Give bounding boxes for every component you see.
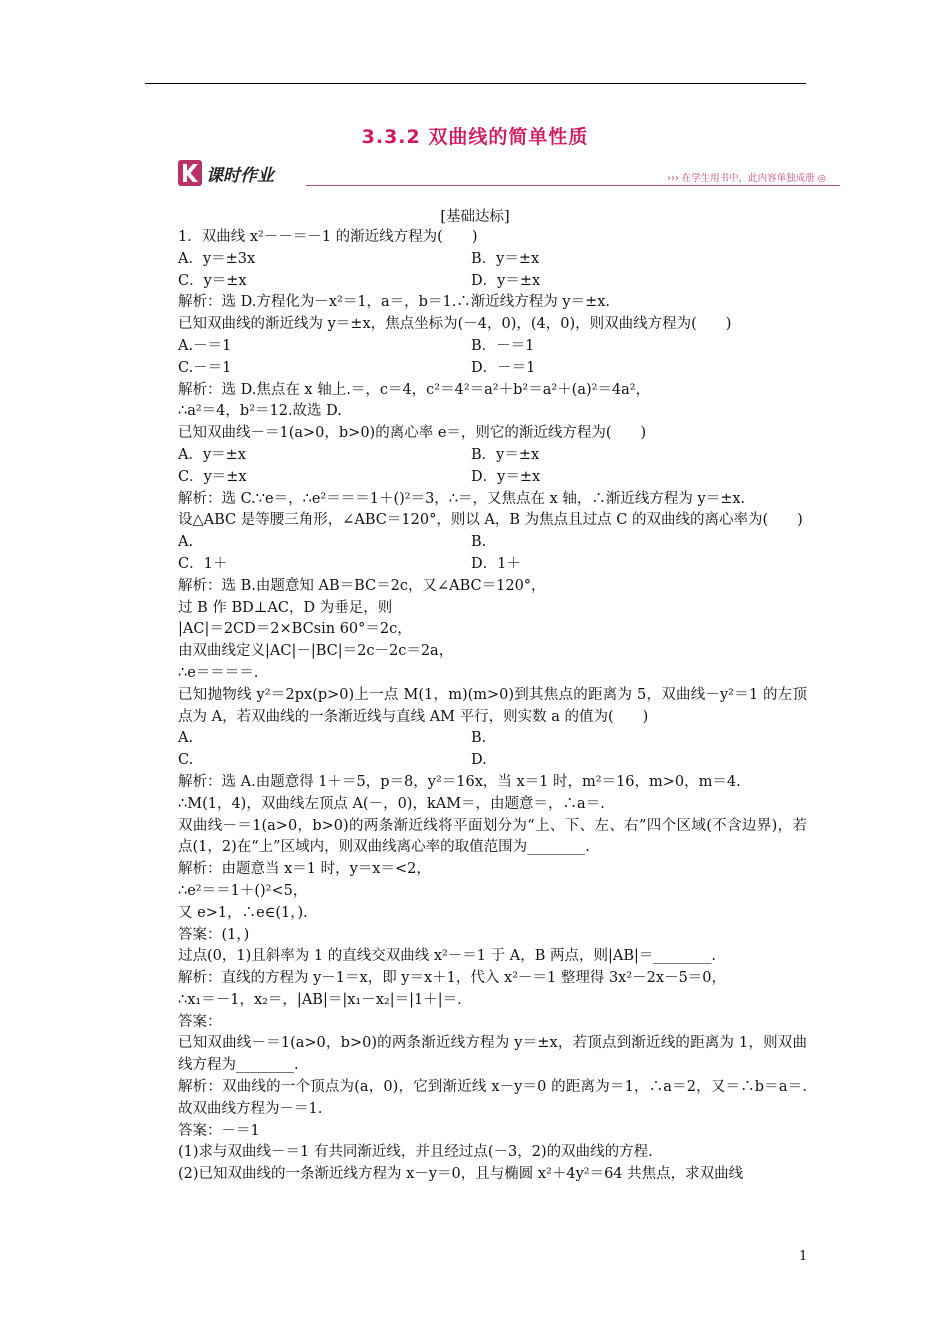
text-line: 解析：选 B.由题意知 AB＝BC＝2c，又∠ABC＝120°，: [178, 577, 546, 594]
text-line: ∴e＝＝＝＝.: [178, 664, 259, 681]
option-text: B．y＝±x: [471, 250, 540, 267]
text-line: 已知抛物线 y²＝2px(p>0)上一点 M(1，m)(m>0)到其焦点的距离为 5，双曲线－y²＝1 的左顶点为 A，若双曲线的一条渐近线与直线 AM 平行，则实数 a 的值为( ): [178, 686, 807, 725]
text-line: 已知双曲线－＝1(a>0，b>0)的两条渐近线方程为 y＝±x，若顶点到渐近线的距离为 1，则双曲线方程为________.: [178, 1035, 807, 1074]
text-line: 答案：: [178, 1013, 222, 1030]
exercise-content: [145, 227, 807, 1186]
option-text: B．y＝±x: [471, 446, 540, 463]
option-text: A．y＝±x: [178, 446, 246, 463]
text-line: 解析：直线的方程为 y－1＝x，即 y＝x＋1，代入 x²－＝1 整理得 3x²－2x－5＝0，: [178, 970, 727, 987]
text-line: 过点(0，1)且斜率为 1 的直线交双曲线 x²－＝1 于 A，B 两点，则|AB|＝________.: [178, 948, 716, 965]
option-text: C.: [178, 752, 194, 769]
text-line: ∴e²＝＝1＋()²<5，: [178, 882, 308, 899]
text-line: (1)求与双曲线－＝1 有共同渐近线，并且经过点(－3，2)的双曲线的方程.: [178, 1144, 653, 1161]
text-line: ∴x₁＝－1，x₂＝，|AB|＝|x₁－x₂|＝|1＋|＝.: [178, 991, 462, 1008]
banner-label: 课时作业: [206, 166, 274, 186]
option-text: D．1＋: [471, 555, 521, 572]
banner-underline: [306, 185, 840, 186]
page-number: 1: [799, 1249, 808, 1264]
text-line: |AC|＝2CD＝2×BCsin 60°＝2c，: [178, 621, 412, 638]
k-logo-icon: [178, 160, 202, 186]
option-text: D.: [471, 752, 487, 769]
option-row: [145, 249, 807, 271]
text-line: 由双曲线定义|AC|－|BC|＝2c－2c＝2a，: [178, 643, 454, 660]
header-rule: [145, 83, 806, 84]
option-row: [145, 467, 807, 489]
option-text: A.: [178, 730, 194, 747]
option-text: C．y＝±x: [178, 272, 247, 289]
option-row: [145, 728, 807, 750]
option-text: B.: [471, 730, 487, 747]
text-line: 过 B 作 BD⊥AC，D 为垂足，则: [178, 599, 393, 616]
banner-note: ››› 在学生用书中，此内容单独成册 ◎: [667, 173, 826, 184]
text-line: 解析：双曲线的一个顶点为(a，0)，它到渐近线 x－y＝0 的距离为＝1，∴a＝2，又＝∴b＝a＝.故双曲线方程为－＝1.: [178, 1079, 807, 1117]
text-line: 解析：选 A.由题意得 1＋＝5，p＝8，y²＝16x，当 x＝1 时，m²＝16，m>0，m＝4.: [178, 773, 741, 790]
option-row: [145, 554, 807, 576]
text-line: 解析：选 D.方程化为－x²＝1，a＝，b＝1.∴渐近线方程为 y＝±x.: [178, 294, 611, 311]
option-row: [145, 532, 807, 554]
text-line: (2)已知双曲线的一条渐近线方程为 x－y＝0，且与椭圆 x²＋4y²＝64 共焦点，求双曲线: [178, 1166, 744, 1183]
option-row: [145, 358, 807, 380]
option-text: A.: [178, 534, 194, 551]
text-line: 又 e>1，∴e∈(1，).: [178, 904, 308, 921]
text-line: 已知双曲线的渐近线为 y＝±x，焦点坐标为(－4，0)，(4，0)，则双曲线方程为( ): [178, 316, 732, 333]
option-row: [145, 445, 807, 467]
text-line: 答案：－＝1: [178, 1122, 260, 1139]
text-line: 1．双曲线 x²－－＝－1 的渐近线方程为( ): [178, 229, 478, 245]
option-text: D．－＝1: [471, 359, 536, 376]
text-line: ∴a²＝4，b²＝12.故选 D.: [178, 403, 342, 420]
text-line: 答案：(1，): [178, 926, 250, 943]
page-title: 3.3.2 双曲线的简单性质: [361, 126, 589, 148]
option-row: [145, 750, 807, 772]
option-text: B.: [471, 534, 487, 551]
text-line: ∴M(1，4)，双曲线左顶点 A(－，0)，kAM＝，由题意＝，∴a＝.: [178, 795, 605, 812]
option-text: B．－＝1: [471, 337, 535, 354]
option-text: A.－＝1: [178, 337, 232, 354]
text-line: 解析：由题意当 x＝1 时，y＝x＝<2，: [178, 861, 431, 878]
option-text: D．y＝±x: [471, 272, 541, 289]
option-text: D．y＝±x: [471, 468, 541, 485]
section-heading: [基础达标]: [440, 209, 510, 225]
text-line: 设△ABC 是等腰三角形，∠ABC＝120°，则以 A，B 为焦点且过点 C 的双曲线的离心率为( ): [178, 512, 803, 529]
option-text: C.－＝1: [178, 359, 232, 376]
text-line: 解析：选 C.∵e＝，∴e²＝＝＝1＋()²＝3，∴＝，又焦点在 x 轴，∴渐近线方程为 y＝±x.: [178, 490, 746, 507]
option-text: A．y＝±3x: [178, 250, 256, 267]
option-text: C．y＝±x: [178, 468, 247, 485]
option-row: [145, 271, 807, 293]
text-line: 双曲线－＝1(a>0，b>0)的两条渐近线将平面划分为“上、下、左、右”四个区域(不含边界)，若点(1，2)在“上”区域内，则双曲线离心率的取值范围为________.: [178, 817, 807, 856]
homework-banner: [178, 158, 840, 190]
option-text: C．1＋: [178, 555, 228, 572]
text-line: 解析：选 D.焦点在 x 轴上.＝，c＝4，c²＝4²＝a²＋b²＝a²＋(a)²＝4a²，: [178, 381, 651, 398]
option-row: [145, 336, 807, 358]
text-line: 已知双曲线－＝1(a>0，b>0)的离心率 e＝，则它的渐近线方程为( ): [178, 425, 647, 442]
